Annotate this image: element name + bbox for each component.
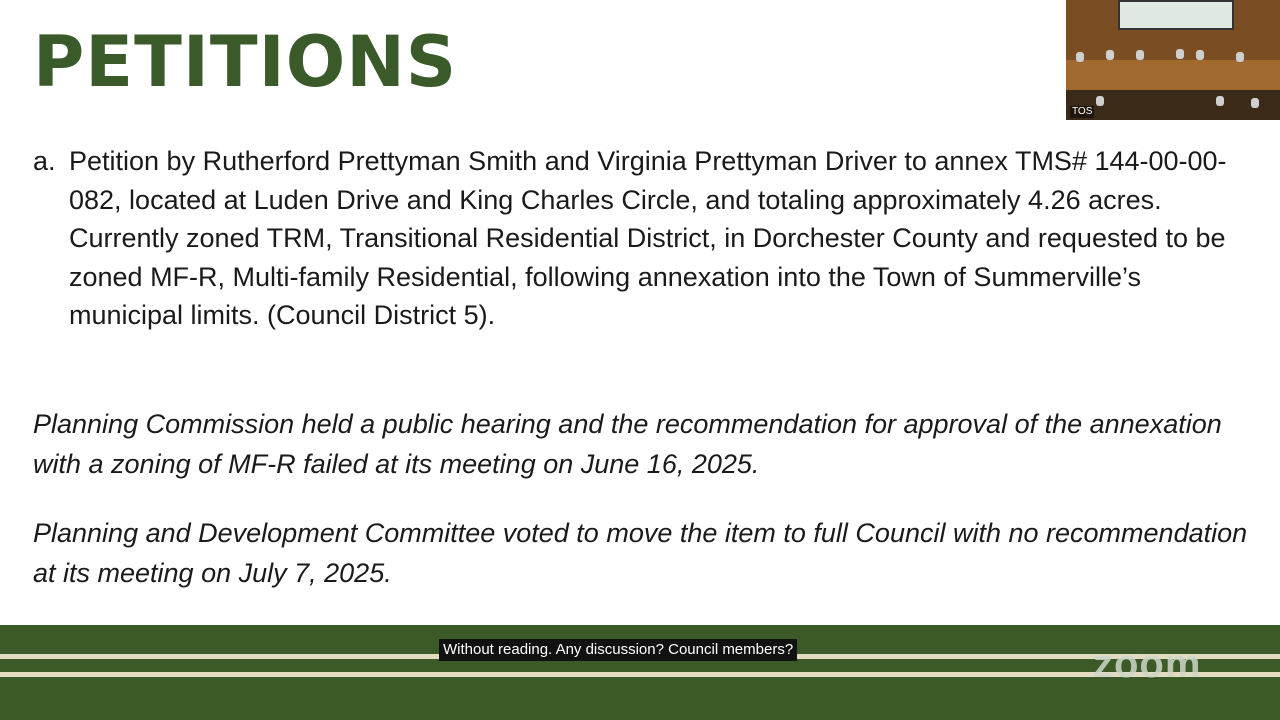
planning-commission-note: Planning Commission held a public hearing and the recommendation for approval of the annexation with a zoning of MF-R failed at its meeting on June 16, 2025. (33, 409, 1222, 479)
participant-video-thumbnail[interactable] (1066, 0, 1280, 120)
video-person (1096, 96, 1104, 106)
zoom-watermark: zoom (1093, 642, 1202, 686)
petition-item (33, 142, 1243, 335)
video-person (1216, 96, 1224, 106)
video-label: TOS (1072, 106, 1093, 117)
video-person (1196, 50, 1204, 60)
list-marker: a. (33, 146, 56, 176)
video-dais (1066, 60, 1280, 90)
video-person (1251, 98, 1259, 108)
video-person (1136, 50, 1144, 60)
live-caption: Without reading. Any discussion? Council members? (439, 639, 797, 661)
video-person (1236, 52, 1244, 62)
slide-title: PETITIONS (33, 21, 458, 103)
committee-note: Planning and Development Committee voted to move the item to full Council with no recommendation at its meeting on July 7, 2025. (33, 518, 1248, 588)
video-person (1176, 49, 1184, 59)
petition-text: Petition by Rutherford Prettyman Smith and Virginia Prettyman Driver to annex TMS# 144-00-00-082, located at Luden Drive and King Charles Circle, and totaling approximately 4.26 acres. Currently zoned TRM, Transitional Residential District, in Dorchester County and requested to be zoned MF-R, Multi-family Residential, following annexation into the Town of Summerville’s municipal limits. (Council District 5). (69, 146, 1227, 330)
video-person (1106, 50, 1114, 60)
footer-stripe (0, 672, 1280, 677)
video-person (1076, 52, 1084, 62)
video-wall-screen (1118, 0, 1234, 30)
